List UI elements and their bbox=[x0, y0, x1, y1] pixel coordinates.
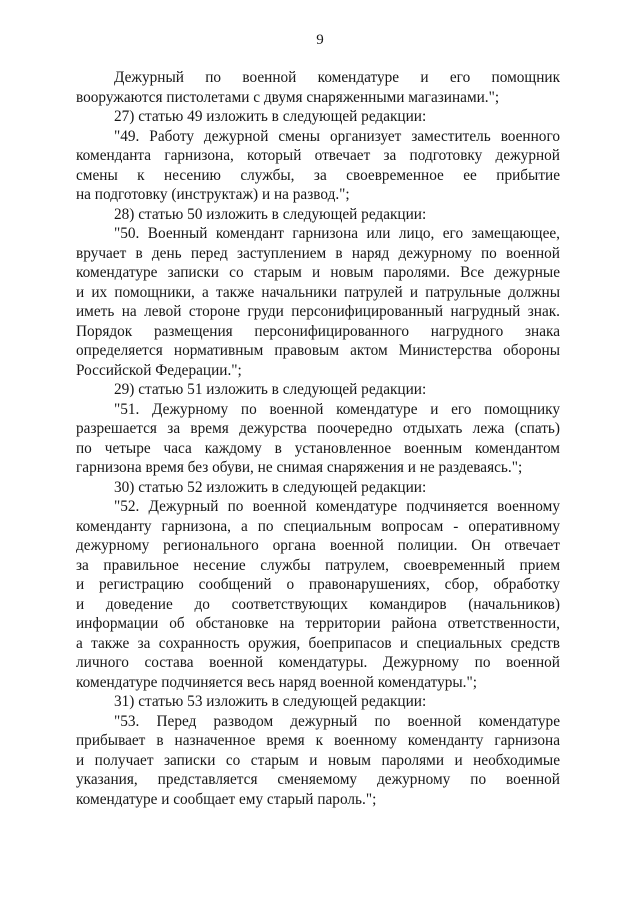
text-line: 27) статью 49 изложить в следующей редакции: bbox=[114, 108, 427, 125]
text-line: и их помощники, а также начальники патрулей и патрульные должны bbox=[76, 283, 560, 301]
text-line: за правильное несение службы патрулем, своевременный прием bbox=[76, 556, 560, 574]
text-line: "50. Военный комендант гарнизона или лицо, его замещающее, bbox=[114, 225, 560, 242]
text-line: вручает в день перед заступлением в наряд дежурному по военной bbox=[76, 244, 560, 262]
text-line: смены к несению службы, за своевременное ее прибытие bbox=[76, 166, 560, 184]
text-line: 28) статью 50 изложить в следующей редакции: bbox=[114, 205, 427, 223]
text-line: разрешается за время дежурства поочередно отдыхать лежа (спать) bbox=[76, 420, 560, 437]
text-line: "51. Дежурному по военной комендатуре и его помощнику bbox=[114, 400, 560, 418]
text-line: Порядок размещения персонифицированного нагрудного знака bbox=[76, 322, 560, 340]
text-line: "52. Дежурный по военной комендатуре подчиняется военному bbox=[114, 498, 560, 515]
text-line: личного состава военной комендатуры. Дежурному по военной bbox=[76, 654, 560, 671]
text-line: комендатуре подчиняется весь наряд военной комендатуры."; bbox=[76, 673, 477, 691]
document-body bbox=[76, 68, 560, 809]
text-line: 30) статью 52 изложить в следующей редакции: bbox=[114, 478, 427, 496]
text-line: и доведение до соответствующих командиров (начальников) bbox=[76, 595, 560, 613]
text-line: "49. Работу дежурной смены организует заместитель военного bbox=[114, 127, 560, 145]
text-line: по четыре часа каждому в установленное военным комендантом bbox=[76, 439, 560, 457]
text-line: а также за сохранность оружия, боеприпасов и специальных средств bbox=[76, 634, 560, 652]
text-line: и получает записки со старым и новым паролями и необходимые bbox=[76, 751, 560, 769]
text-line: комендатуре и сообщает ему старый пароль."; bbox=[76, 790, 377, 808]
text-line: указания, представляется сменяемому дежурному по военной bbox=[76, 771, 560, 788]
text-line: иметь на левой стороне груди персонифицированный нагрудный знак. bbox=[76, 303, 560, 320]
text-line: и регистрацию сообщений о правонарушениях, сбор, обработку bbox=[76, 576, 560, 593]
text-line: 31) статью 53 изложить в следующей редакции: bbox=[114, 693, 427, 710]
text-line: комендатуре записки со старым и новым паролями. Все дежурные bbox=[76, 264, 560, 281]
text-line: коменданта гарнизона, который отвечает за подготовку дежурной bbox=[76, 147, 560, 164]
text-line: "53. Перед разводом дежурный по военной комендатуре bbox=[114, 712, 560, 730]
text-line: Российской Федерации."; bbox=[76, 361, 242, 379]
text-line: информации об обстановке на территории района ответственности, bbox=[76, 615, 560, 632]
page-number: 9 bbox=[316, 32, 324, 48]
text-line: вооружаются пистолетами с двумя снаряженными магазинами."; bbox=[76, 88, 500, 106]
text-line: коменданту гарнизона, а по специальным вопросам - оперативному bbox=[76, 517, 560, 535]
text-line: определяется нормативным правовым актом Министерства обороны bbox=[76, 342, 560, 359]
text-line: прибывает в назначенное время к военному коменданту гарнизона bbox=[76, 732, 560, 749]
text-line: дежурному регионального органа военной полиции. Он отвечает bbox=[76, 537, 560, 554]
text-line: гарнизона время без обуви, не снимая снаряжения и не раздеваясь."; bbox=[76, 459, 523, 476]
text-line: на подготовку (инструктаж) и на развод."; bbox=[76, 186, 350, 203]
text-line: Дежурный по военной комендатуре и его помощник bbox=[114, 69, 560, 86]
text-line: 29) статью 51 изложить в следующей редакции: bbox=[114, 381, 427, 398]
